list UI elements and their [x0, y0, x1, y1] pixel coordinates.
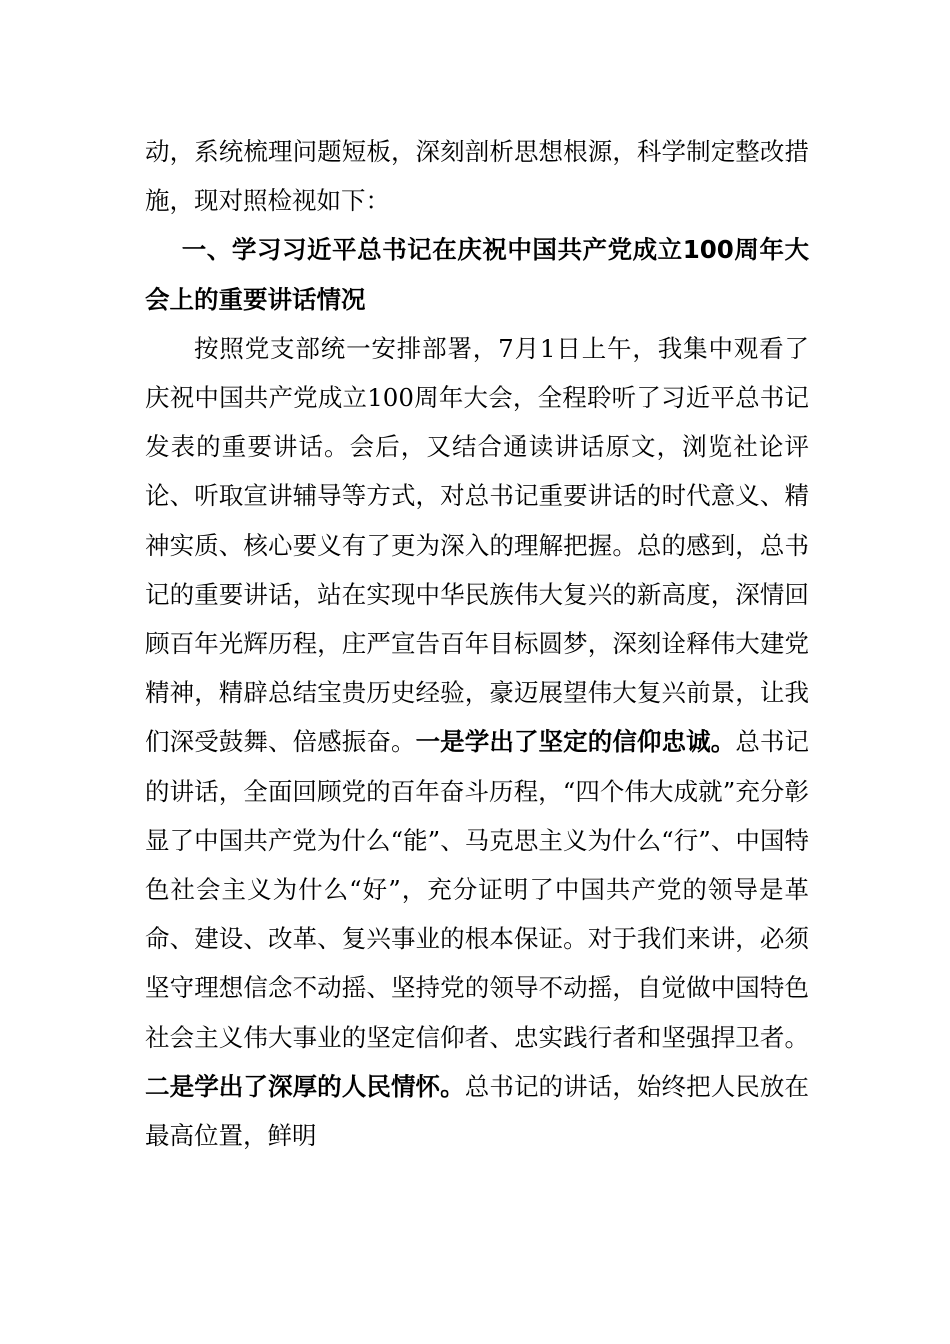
point-1-text: 总书记的讲话，全面回顾党的百年奋斗历程，“四个伟大成就”充分彰显了中国共产党为什么“能”、马克思主义为什么“行”、中国特色社会主义为什么“好”，充分证明了中国共产党的领导是革命、建设、改革、复兴事业的根本保证。对于我们来讲，必须坚守理想信念不动摇、坚持党的领导不动摇，自觉做中国特色社会主义伟大事业的坚定信仰者、忠实践行者和坚强捍卫者。	[145, 727, 810, 1052]
document-body	[145, 127, 809, 1160]
point-2-heading: 二是学出了深厚的人民情怀。	[145, 1071, 465, 1101]
intro-paragraph	[145, 127, 809, 225]
section-heading: 一、学习习近平总书记在庆祝中国共产党成立100周年大会上的重要讲话情况	[145, 235, 809, 314]
body-paragraph	[145, 324, 809, 1160]
intro-text: 动，系统梳理问题短板，深刻剖析思想根源，科学制定整改措施，现对照检视如下：	[145, 137, 809, 216]
paragraph-text: 按照党支部统一安排部署，7月1日上午，我集中观看了庆祝中国共产党成立100周年大会，全程聆听了习近平总书记发表的重要讲话。会后，又结合通读讲话原文，浏览社论评论、听取宣讲辅导等方式，对总书记重要讲话的时代意义、精神实质、核心要义有了更为深入的理解把握。总的感到，总书记的重要讲话，站在实现中华民族伟大复兴的新高度，深情回顾百年光辉历程，庄严宣告百年目标圆梦，深刻诠释伟大建党精神，精辟总结宝贵历史经验，豪迈展望伟大复兴前景，让我们深受鼓舞、倍感振奋。	[145, 333, 809, 757]
point-1-heading: 一是学出了坚定的信仰忠诚。	[415, 727, 736, 757]
point-2-text: 总书记的讲话，始终把人民放在最高位置，鲜明	[145, 1071, 809, 1151]
